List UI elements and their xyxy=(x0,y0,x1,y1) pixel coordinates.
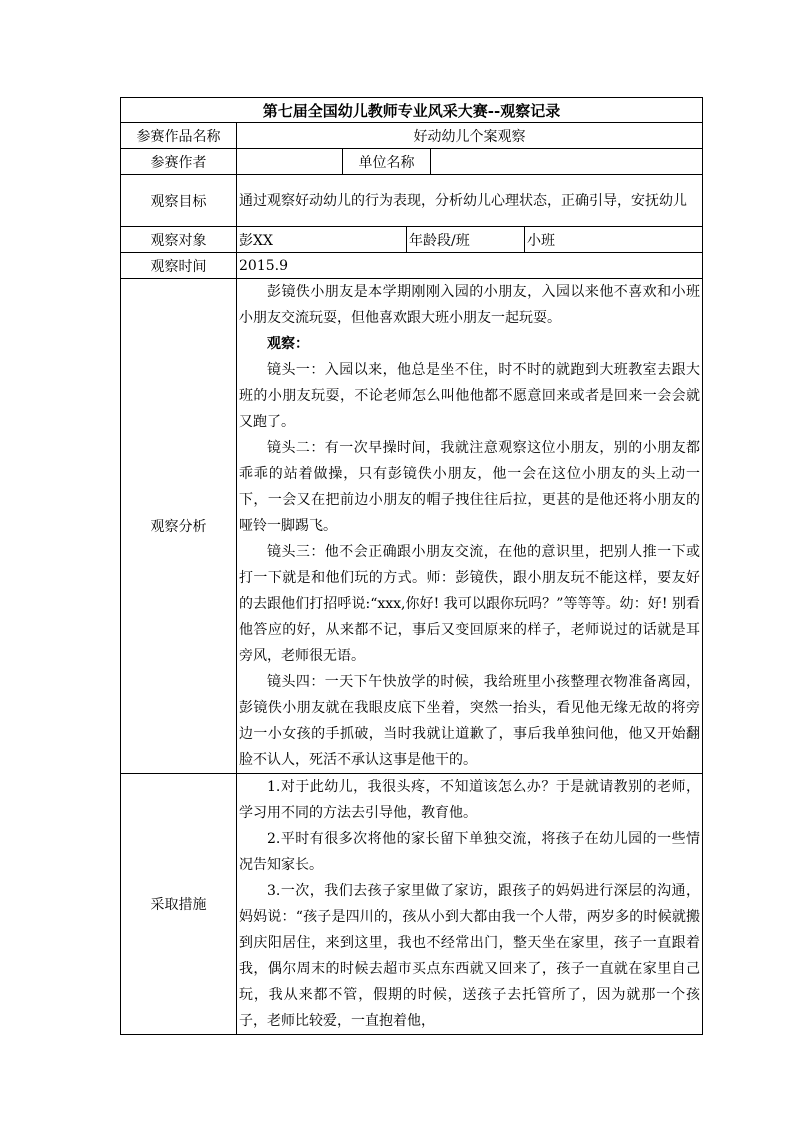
age-class-value: 小班 xyxy=(525,227,703,253)
analysis-shot-4: 镜头四：一天下午快放学的时候，我给班里小孩整理衣物准备离园，彭镜佚小朋友就在我眼皮底下坐着，突然一抬头，看见他无缘无故的将旁边一小女孩的手抓破，当时我就让道歉了，事后我单独问他，他又开始翻脸不认人，死活不承认这事是他干的。 xyxy=(239,674,701,768)
subject-label: 观察对象 xyxy=(121,227,237,253)
subject-value: 彭XX xyxy=(237,227,407,253)
analysis-shot-3: 镜头三：他不会正确跟小朋友交流，在他的意识里，把别人推一下或打一下就是和他们玩的方式。师：彭镜佚，跟小朋友玩不能这样，要友好的去跟他们打招呼说:“xxx,你好! 我可以跟你玩吗？”等等等。幼：好! 别看他答应的好，从来都不记，事后又变回原来的样子，老师说过的话就是耳旁风，老师很无语。 xyxy=(239,544,701,664)
measures-label: 采取措施 xyxy=(121,774,237,1035)
goal-value: 通过观察好动幼儿的行为表现，分析幼儿心理状态，正确引导，安抚幼儿 xyxy=(237,175,703,227)
measure-2: 2.平时有很多次将他的家长留下单独交流，将孩子在幼儿园的一些情况告知家长。 xyxy=(239,831,701,873)
document-title: 第七届全国幼儿教师专业风采大赛--观察记录 xyxy=(121,98,703,123)
analysis-row xyxy=(121,279,703,774)
work-name-value: 好动幼儿个案观察 xyxy=(237,123,703,149)
observation-record-table xyxy=(120,97,703,1035)
analysis-content xyxy=(237,279,703,774)
analysis-heading: 观察： xyxy=(267,336,309,352)
author-label: 参赛作者 xyxy=(121,149,237,175)
measures-content xyxy=(237,774,703,1035)
analysis-intro: 彭镜佚小朋友是本学期刚刚入园的小朋友，入园以来他不喜欢和小班小朋友交流玩耍，但他喜欢跟大班小朋友一起玩耍。 xyxy=(239,284,701,326)
analysis-shot-2: 镜头二：有一次早操时间，我就注意观察这位小朋友，别的小朋友都乖乖的站着做操，只有彭镜佚小朋友，他一会在这位小朋友的头上动一下，一会又在把前边小朋友的帽子拽住往后拉，更甚的是他还将小朋友的哑铃一脚踢飞。 xyxy=(239,440,701,534)
work-name-label: 参赛作品名称 xyxy=(121,123,237,149)
analysis-shot-1: 镜头一：入园以来，他总是坐不住，时不时的就跑到大班教室去跟大班的小朋友玩耍，不论老师怎么叫他他都不愿意回来或者是回来一会会就又跑了。 xyxy=(239,362,701,430)
time-value: 2015.9 xyxy=(237,253,703,279)
observation-record-document xyxy=(120,97,702,1035)
goal-row xyxy=(121,175,703,227)
unit-name-label: 单位名称 xyxy=(343,149,431,175)
unit-name-value xyxy=(431,149,703,175)
age-class-label: 年龄段/班 xyxy=(407,227,525,253)
goal-label: 观察目标 xyxy=(121,175,237,227)
time-label: 观察时间 xyxy=(121,253,237,279)
measure-3: 3.一次，我们去孩子家里做了家访，跟孩子的妈妈进行深层的沟通，妈妈说：“孩子是四川的，孩从小到大都由我一个人带，两岁多的时候就搬到庆阳居住，来到这里，我也不经常出门，整天坐在家里，孩子一直跟着我，偶尔周末的时候去超市买点东西就又回来了，孩子一直就在家里自己玩，我从来都不管，假期的时候，送孩子去托管所了，因为就那一个孩子，老师比较爱，一直抱着他， xyxy=(239,883,701,1029)
author-row xyxy=(121,149,703,175)
work-name-row xyxy=(121,123,703,149)
measures-row xyxy=(121,774,703,1035)
measure-1: 1.对于此幼儿，我很头疼，不知道该怎么办？于是就请教别的老师，学习用不同的方法去引导他，教育他。 xyxy=(239,779,701,821)
subject-row xyxy=(121,227,703,253)
author-value xyxy=(237,149,343,175)
title-row xyxy=(121,98,703,123)
time-row xyxy=(121,253,703,279)
analysis-label: 观察分析 xyxy=(121,279,237,774)
